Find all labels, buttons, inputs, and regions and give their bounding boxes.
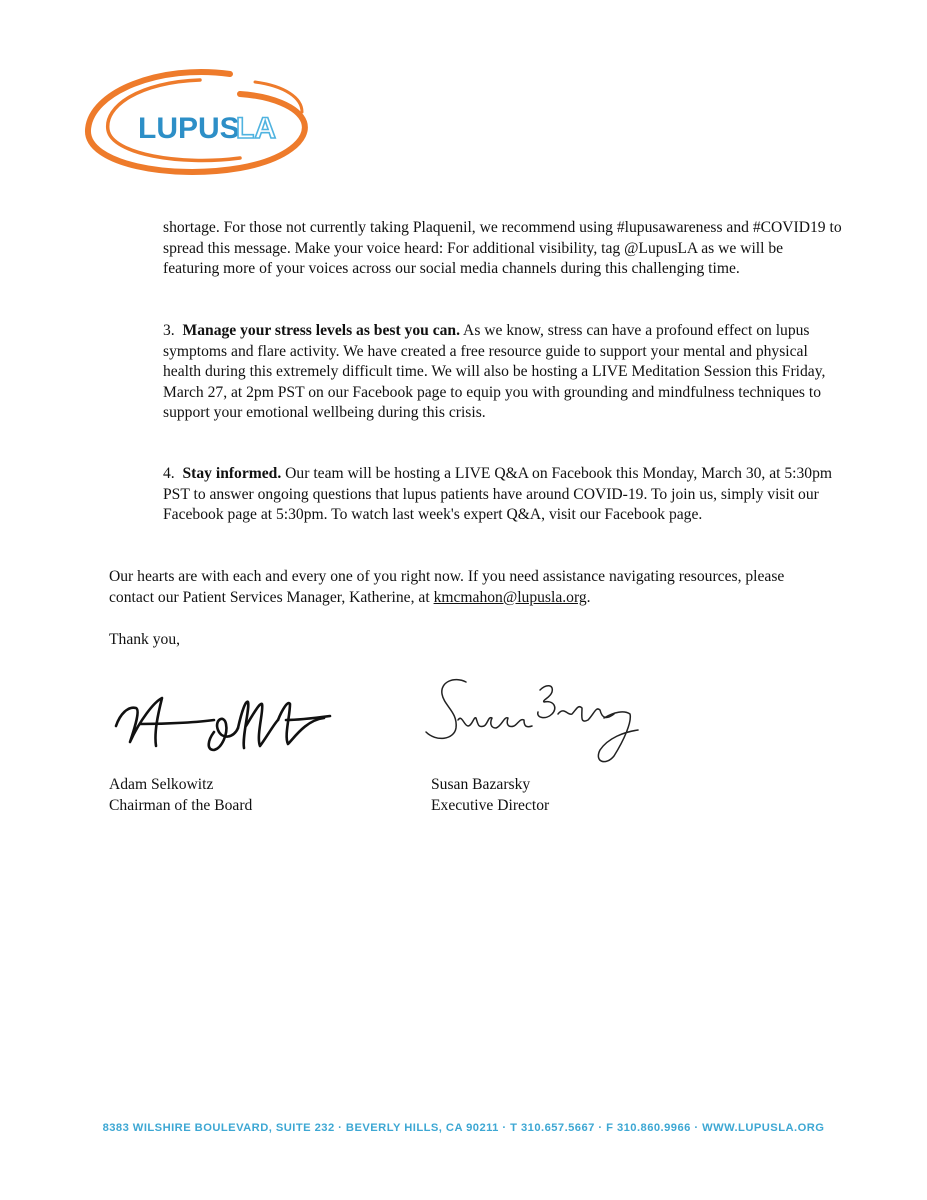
signer-name: Susan Bazarsky [431, 776, 531, 793]
item-text: Our team will be hosting a LIVE Q&A on Facebook this Monday, March 30, at 5:30pm PST to answer ongoing questions that lupus patients have around COVID-19. To join us, simply visit our Facebook page at 5:30pm. To watch last week's expert Q&A, visit our Facebook page. [163, 465, 833, 523]
logo-text-accent: LA [236, 112, 276, 145]
item-number: 4. [163, 465, 175, 482]
list-item-4 [163, 464, 843, 526]
closing-paragraph [109, 567, 829, 608]
lupus-la-logo [80, 62, 315, 182]
thank-you: Thank you, [109, 631, 181, 648]
signer-block-susan [431, 775, 549, 816]
item-lead: Stay informed. [182, 465, 282, 482]
item-text: As we know, stress can have a profound effect on lupus symptoms and flare activity. We have created a free resource guide to support your mental and physical health during this extremely difficult time. We will also be hosting a LIVE Meditation Session this Friday, March 27, at 2pm PST on our Facebook page to equip you with grounding and mindfulness techniques to support your emotional wellbeing during this crisis. [163, 322, 826, 421]
email-link[interactable]: kmcmahon@lupusla.org [433, 588, 587, 606]
item-lead: Manage your stress levels as best you can. [182, 322, 461, 339]
continuation-paragraph: shortage. For those not currently taking Plaquenil, we recommend using #lupusawareness and #COVID19 to spread this message. Make your voice heard: For additional visibility, tag @LupusLA as we will be featuring more of your voices across our social media channels during this challenging time. [163, 219, 842, 277]
list-item-3 [163, 321, 843, 424]
footer-contact-info: 8383 WILSHIRE BOULEVARD, SUITE 232 · BEVERLY HILLS, CA 90211 · T 310.657.5667 · F 310.860.9966 · WWW.LUPUSLA.ORG [102, 1122, 825, 1134]
signer-title: Executive Director [431, 796, 550, 814]
signature-adam-selkowitz [110, 680, 340, 760]
signer-name: Adam Selkowitz [109, 776, 214, 793]
signer-title: Chairman of the Board [109, 796, 253, 814]
signer-block-adam [109, 775, 252, 816]
item-number: 3. [163, 322, 175, 339]
closing-end: . [586, 588, 591, 606]
closing-text: Our hearts are with each and every one of you right now. If you need assistance navigating resources, please contact our Patient Services Manager, Katherine, at [109, 568, 785, 606]
logo-text-main: LUPUS [138, 112, 240, 145]
signature-susan-bazarsky [418, 670, 648, 770]
